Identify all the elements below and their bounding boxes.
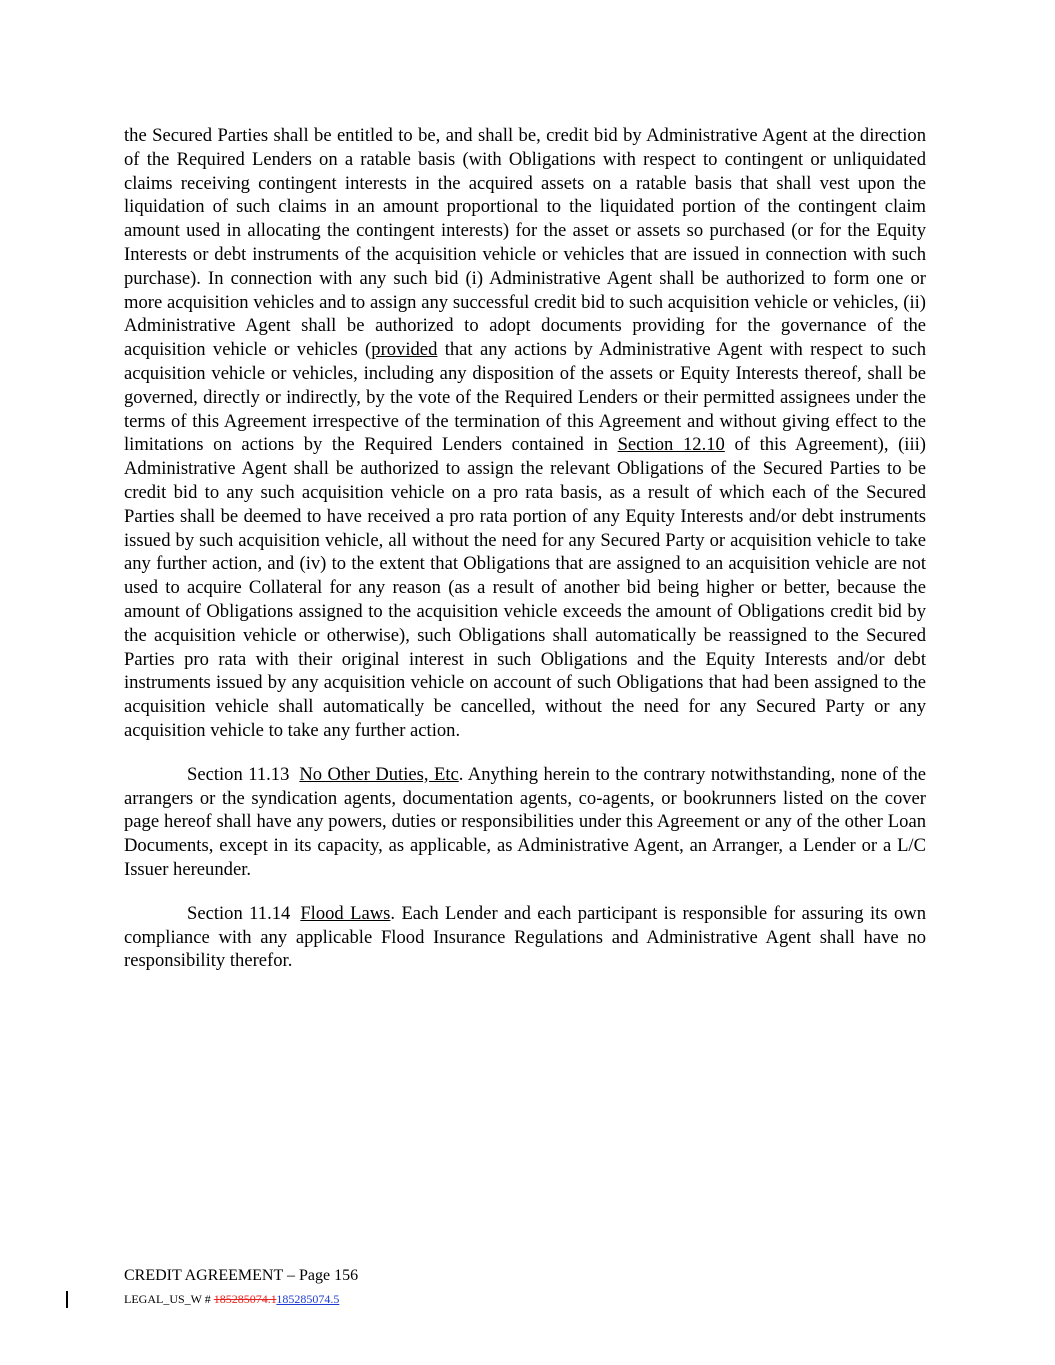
revision-change-bar [66, 1291, 68, 1308]
paragraph-credit-bid [124, 124, 926, 743]
section-reference-link: Section 12.10 [617, 434, 725, 456]
section-heading: No Other Duties, Etc [299, 763, 459, 785]
footer-document-id [124, 1291, 724, 1307]
section-text: . Each Lender and each participant is responsible for assuring its own compliance with any applicable Flood Insurance Regulations and Administrative Agent shall have no responsibility therefor. [124, 902, 926, 972]
inserted-doc-number: 185285074.5 [276, 1292, 340, 1306]
page-footer [124, 1266, 724, 1307]
section-11-13 [124, 763, 926, 882]
paragraph-text: of this Agreement), (iii) Administrative Agent shall be authorized to assign the relevant Obligations of the Secured Parties to be credit bid to any such acquisition vehicle on a pro rata basis, as a result of which each of the Secured Parties shall be deemed to have received a pro rata portion of any Equity Interests and/or debt instruments issued by such acquisition vehicle, all without the need for any Secured Party or acquisition vehicle to take any further action, and (iv) to the extent that Obligations that are assigned to an acquisition vehicle are not used to acquire Collateral for any reason (as a result of another bid being higher or better, because the amount of Obligations assigned to the acquisition vehicle exceeds the amount of Obligations credit bid by the acquisition vehicle or otherwise), such Obligations shall automatically be reassigned to the Secured Parties pro rata with their original interest in such Obligations and the Equity Interests and/or debt instruments issued by any acquisition vehicle on account of such Obligations that had been assigned to the acquisition vehicle shall automatically be cancelled, without the need for any Secured Party or any acquisition vehicle to take any further action. [124, 434, 927, 741]
paragraph-text: the Secured Parties shall be entitled to be, and shall be, credit bid by Administrative Agent at the direction of the Required Lenders on a ratable basis (with Obligations with respect to contingent or unliquidated claims receiving contingent interests in the acquired assets on a ratable basis that shall vest upon the liquidation of such claims in an amount proportional to the liquidated portion of the contingent claim amount used in allocating the contingent interests) for the asset or assets so purchased (or for the Equity Interests or debt instruments of the acquisition vehicle or vehicles that are issued in connection with such purchase). In connection with any such bid (i) Administrative Agent shall be authorized to form one or more acquisition vehicles and to assign any successful credit bid to such acquisition vehicle or vehicles, (ii) Administrative Agent shall be authorized to adopt documents providing for the governance of the acquisition vehicle or vehicles ( [124, 125, 926, 361]
document-body [124, 124, 926, 973]
section-number: Section 11.13 [187, 763, 290, 785]
deleted-doc-number: 185285074.1 [213, 1292, 277, 1306]
paragraph-text: that any actions by Administrative Agent with respect to such acquisition vehicle or vehicles, including any disposition of the assets or Equity Interests thereof, shall be governed, directly or indirectly, by the vote of the Required Lenders or their permitted assignees under the terms of this Agreement irrespective of the termination of this Agreement and without giving effect to the limitations on actions by the Required Lenders contained in [124, 339, 926, 456]
section-text: . Anything herein to the contrary notwithstanding, none of the arrangers or the syndication agents, documentation agents, co-agents, or bookrunners listed on the cover page hereof shall have any powers, duties or responsibilities under this Agreement or any of the other Loan Documents, except in its capacity, as applicable, as Administrative Agent, an Arranger, a Lender or a L/C Issuer hereunder. [124, 763, 926, 880]
section-heading: Flood Laws [300, 902, 391, 924]
footer-title: CREDIT AGREEMENT – Page 156 [124, 1267, 359, 1284]
section-11-14 [124, 902, 926, 973]
provided-term: provided [371, 339, 438, 361]
legal-prefix: LEGAL_US_W # [124, 1292, 214, 1306]
section-number: Section 11.14 [187, 902, 291, 924]
